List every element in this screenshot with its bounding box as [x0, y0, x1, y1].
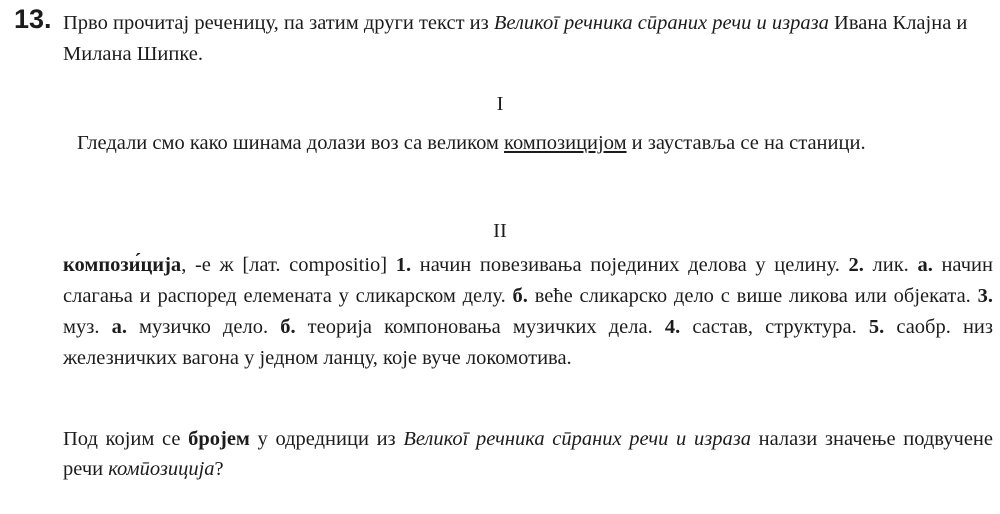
- sense-number-5: 5.: [868, 316, 885, 338]
- question-text: [63, 424, 993, 484]
- instruction-text: Прво прочитај реченицу, па затим други текст из: [63, 12, 494, 34]
- sense-number-1: 1.: [395, 254, 412, 276]
- sense-1: начин повезивања појединих делова у целину.: [411, 254, 849, 276]
- question-continuation: налази значење подвучене речи: [63, 428, 993, 480]
- task-number: 13.: [14, 4, 52, 34]
- headword: компози́ција: [63, 254, 182, 276]
- question-middle: у одредници из: [249, 428, 404, 450]
- sense-number-3: 3.: [977, 285, 993, 307]
- question-bold-word: бројем: [188, 428, 250, 450]
- sense-3a-letter: а.: [111, 316, 127, 338]
- sense-2b-letter: б.: [512, 285, 528, 307]
- question-book-title: Великоī речника сūраних речи и израза: [403, 428, 751, 450]
- example-sentence: [63, 128, 993, 158]
- question-mark: ?: [214, 458, 224, 480]
- sense-5: саобр. низ железничких вагона у једном ланцу, које вуче локомотива.: [63, 316, 994, 369]
- instruction-authors: Ивана Клајна и Милана Шипке.: [63, 12, 968, 65]
- dictionary-entry: [63, 250, 993, 374]
- book-title: Великоī речника сūраних речи и израза: [493, 12, 829, 34]
- underlined-word: композицијом: [504, 132, 627, 154]
- sense-3b-letter: б.: [280, 316, 296, 338]
- task-instruction: [63, 8, 993, 70]
- sense-3-field: муз.: [63, 316, 112, 338]
- sense-number-2: 2.: [848, 254, 864, 276]
- sense-2a: начин слагања и распоред елемената у сликарском делу.: [63, 254, 993, 307]
- sentence-start: Гледали смо како шинама долази воз са великом: [77, 132, 505, 154]
- grammar-info: , -е ж [лат. compositio]: [181, 254, 396, 276]
- sense-2b: веће сликарско дело с више ликова или објеката.: [527, 285, 978, 307]
- sense-4: састав, структура.: [680, 316, 869, 338]
- sense-3b: теорија компоновања музичких дела.: [295, 316, 665, 338]
- sense-2a-letter: а.: [917, 254, 933, 276]
- section-numeral-2: II: [493, 220, 507, 242]
- question-word: комūозиција: [108, 458, 215, 480]
- sense-2-field: лик.: [863, 254, 918, 276]
- sentence-end: и зауставља се на станици.: [626, 132, 866, 154]
- sense-3a: музичко дело.: [126, 316, 281, 338]
- sense-number-4: 4.: [664, 316, 681, 338]
- section-numeral-1: I: [496, 93, 504, 115]
- question-start: Под којим се: [63, 428, 189, 450]
